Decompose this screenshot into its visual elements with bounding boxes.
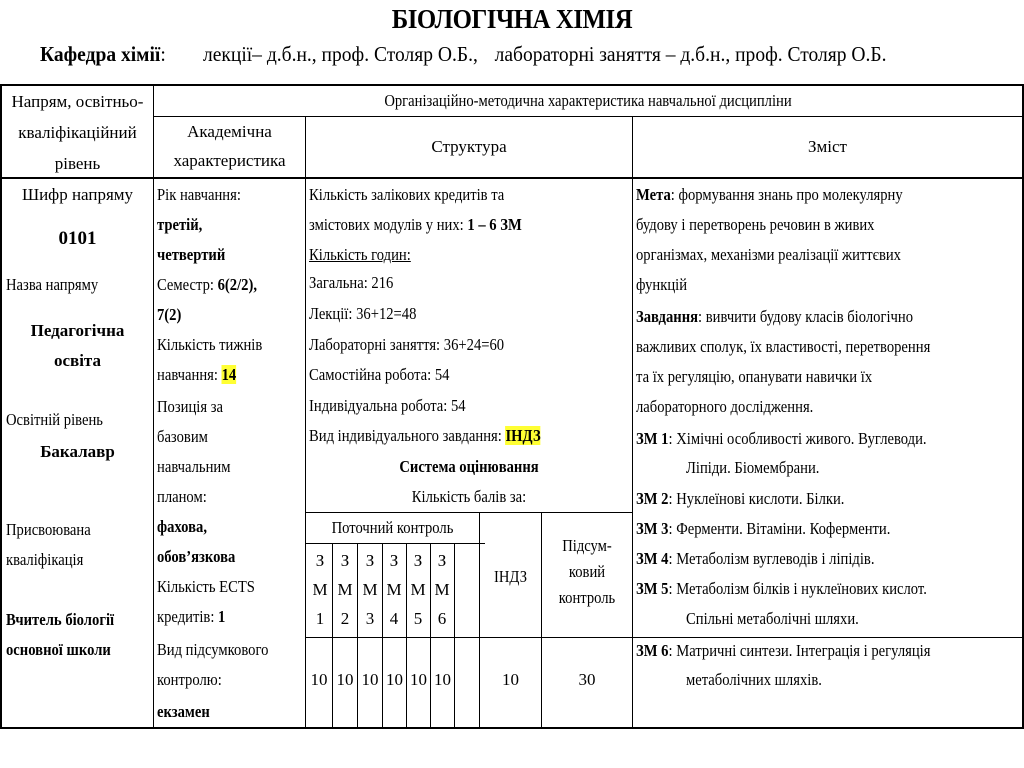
department-colon: : bbox=[160, 42, 166, 66]
module-5-cont: Спільні метаболічні шляхи. bbox=[686, 609, 859, 628]
page-title: БІОЛОГІЧНА ХІМІЯ bbox=[391, 4, 633, 34]
name-label: Назва напряму bbox=[6, 275, 99, 294]
weeks: Кількість тижнів навчання: 14 bbox=[157, 335, 263, 384]
points-zm5: 10 bbox=[410, 670, 427, 689]
points-zm3: 10 bbox=[361, 670, 379, 689]
ects: Кількість ECTS кредитів: 1 bbox=[157, 577, 255, 626]
goal: Мета: формування знань про молекулярну будову і перетворень речовин в живих організмах, механізми реалізації життєвих функцій bbox=[636, 185, 903, 294]
module-4: ЗМ 4: Метаболізм вуглеводів і ліпідів. bbox=[636, 549, 875, 568]
header-content: Зміст bbox=[808, 137, 847, 156]
year-label: Рік навчання: bbox=[157, 185, 241, 204]
code-value: 0101 bbox=[58, 228, 97, 249]
labs-info: лабораторні заняття – д.б.н., проф. Столяр О.Б. bbox=[494, 42, 887, 66]
position-label: Позиція за базовим навчальним планом: bbox=[157, 397, 231, 506]
module-header-4: З М 4 bbox=[386, 551, 402, 628]
module-2: ЗМ 2: Нуклеїнові кислоти. Білки. bbox=[636, 489, 845, 508]
module-1: ЗМ 1: Хімічні особливості живого. Вуглеводи. bbox=[636, 429, 927, 448]
points-label: Кількість балів за: bbox=[411, 487, 527, 506]
header-academic: Академічна характеристика bbox=[173, 122, 286, 170]
module-6-cont: метаболічних шляхів. bbox=[686, 670, 822, 689]
task-type: Вид індивідуального завдання: ІНДЗ bbox=[309, 426, 541, 445]
name-value: Педагогічна освіта bbox=[30, 321, 125, 370]
module-header-1: З М 1 bbox=[312, 551, 328, 628]
grading-title: Система оцінювання bbox=[399, 457, 539, 476]
control-label: Вид підсумкового контролю: bbox=[157, 640, 269, 689]
points-zm1: 10 bbox=[310, 670, 328, 689]
indz-header: ІНДЗ bbox=[493, 567, 528, 586]
points-final: 30 bbox=[578, 670, 596, 689]
qual-value: Вчитель біології основної школи bbox=[6, 610, 115, 659]
module-header-2: З М 2 bbox=[337, 551, 353, 628]
subtitle bbox=[40, 42, 933, 67]
objectives: Завдання: вивчити будову класів біологічно важливих сполук, їх властивості, перетворення та їх регуляцію, опанувати навички їх лабораторного дослідження. bbox=[636, 307, 931, 416]
module-3: ЗМ 3: Ферменти. Вітаміни. Коферменти. bbox=[636, 519, 891, 538]
level-value: Бакалавр bbox=[40, 442, 115, 461]
control-value: екзамен bbox=[157, 702, 210, 721]
header-structure: Структура bbox=[431, 137, 507, 156]
hours-label: Кількість годин: bbox=[309, 245, 411, 264]
hours-lectures: Лекції: 36+12=48 bbox=[309, 304, 417, 323]
weeks-value: 14 bbox=[221, 365, 237, 384]
qual-label: Присвоювана кваліфікація bbox=[6, 520, 91, 569]
year-value: третій, четвертий bbox=[157, 215, 226, 264]
points-zm2: 10 bbox=[336, 670, 354, 689]
module-5: ЗМ 5: Метаболізм білків і нуклеїнових кислот. bbox=[636, 579, 927, 598]
level-label: Освітній рівень bbox=[6, 410, 103, 429]
credits: Кількість залікових кредитів та змістових модулів у них: 1 – 6 ЗМ bbox=[309, 185, 522, 234]
module-header-5: З М 5 bbox=[410, 551, 426, 628]
lectures-info: лекції– д.б.н., проф. Столяр О.Б., bbox=[202, 42, 478, 66]
current-control-header: Поточний контроль bbox=[331, 518, 454, 537]
points-indz: 10 bbox=[502, 670, 519, 689]
module-1-cont: Ліпіди. Біомембрани. bbox=[686, 458, 820, 477]
points-zm4: 10 bbox=[386, 670, 403, 689]
task-type-value: ІНДЗ bbox=[505, 426, 541, 445]
code-label: Шифр напряму bbox=[21, 185, 134, 204]
module-6: ЗМ 6: Матричні синтези. Інтеграція і регуляція bbox=[636, 641, 931, 660]
hours-labs: Лабораторні заняття: 36+24=60 bbox=[309, 335, 505, 354]
final-control-header: Підсум- ковий контроль bbox=[558, 536, 616, 607]
position-value: фахова, обов’язкова bbox=[157, 517, 236, 566]
hours-individual: Індивідуальна робота: 54 bbox=[309, 396, 466, 415]
module-header-6: З М 6 bbox=[434, 551, 450, 628]
hours-self: Самостійна робота: 54 bbox=[309, 365, 450, 384]
points-zm6: 10 bbox=[434, 670, 451, 689]
module-header-3: З М 3 bbox=[362, 551, 378, 628]
department-label: Кафедра хімії bbox=[40, 42, 161, 66]
semester-value-2: 7(2) bbox=[157, 305, 182, 324]
hours-total: Загальна: 216 bbox=[309, 273, 394, 292]
header-direction: Напрям, освітньо- кваліфікаційний рівень bbox=[11, 92, 144, 173]
semester: Семестр: 6(2/2), bbox=[157, 275, 258, 294]
header-organizational: Організаційно-методична характеристика навчальної дисципліни bbox=[384, 91, 792, 110]
